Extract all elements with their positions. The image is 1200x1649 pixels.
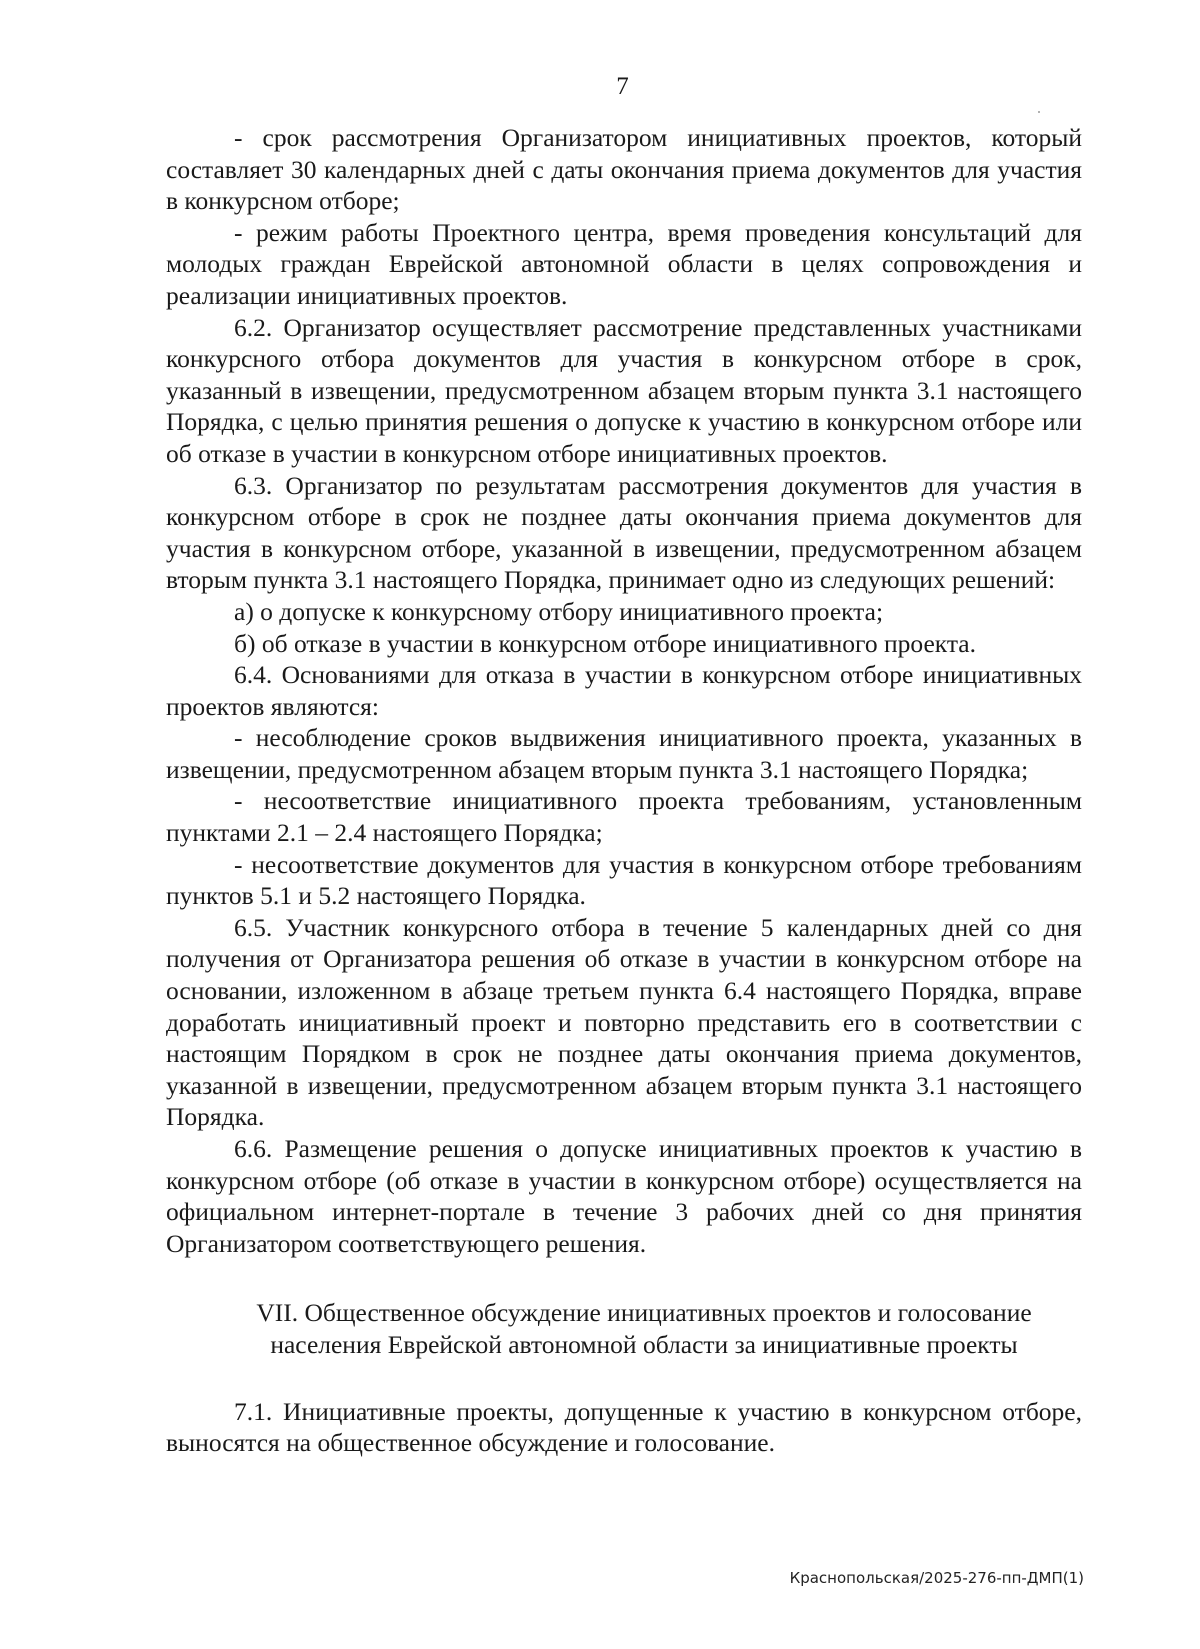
footer-document-code: Краснопольская/2025-276-пп-ДМП(1)	[789, 1569, 1084, 1587]
paragraph-6-5: 6.5. Участник конкурсного отбора в течение 5 календарных дней со дня получения от Организатора решения об отказе в участии в конкурсном отборе на основании, изложенном в абзаце третьем пункта 6.4 настоящего Порядка, вправе доработать инициативный проект и повторно представить его в соответствии с настоящим Порядком в срок не позднее даты окончания приема документов, указанной в извещении, предусмотренном абзацем вторым пункта 3.1 настоящего Порядка.	[166, 912, 1082, 1132]
paragraph-6-2: 6.2. Организатор осуществляет рассмотрение представленных участниками конкурсного отбора документов для участия в конкурсном отборе в срок, указанный в извещении, предусмотренном абзацем вторым пункта 3.1 настоящего Порядка, с целью принятия решения о допуске к участию в конкурсном отборе или об отказе в участии в конкурсном отборе инициативных проектов.	[166, 312, 1082, 468]
paragraph-review-period: - срок рассмотрения Организатором инициативных проектов, который составляет 30 календарных дней с даты окончания приема документов для участия в конкурсном отборе;	[166, 123, 1082, 216]
paragraph-6-4: 6.4. Основаниями для отказа в участии в конкурсном отборе инициативных проектов являются:	[166, 660, 1082, 721]
page-number: 7	[616, 73, 629, 100]
paragraph-ground-requirements: - несоответствие инициативного проекта требованиям, установленным пунктами 2.1 – 2.4 настоящего Порядка;	[166, 786, 1082, 848]
paragraph-ground-deadlines: - несоблюдение сроков выдвижения инициативного проекта, указанных в извещении, предусмотренном абзацем вторым пункта 3.1 настоящего Порядка;	[166, 723, 1082, 784]
section-heading-line-2: населения Еврейской автономной области за инициативные проекты	[270, 1329, 1018, 1359]
paragraph-6-3: 6.3. Организатор по результатам рассмотрения документов для участия в конкурсном отборе в срок не позднее даты окончания приема документов для участия в конкурсном отборе, указанной в извещении, предусмотренном абзацем вторым пункта 3.1 настоящего Порядка, принимает одно из следующих решений:	[166, 470, 1082, 595]
paragraph-decision-b: б) об отказе в участии в конкурсном отборе инициативного проекта.	[234, 628, 976, 658]
paragraph-ground-documents: - несоответствие документов для участия в конкурсном отборе требованиям пунктов 5.1 и 5.2 настоящего Порядка.	[166, 849, 1082, 911]
paragraph-6-6: 6.6. Размещение решения о допуске инициативных проектов к участию в конкурсном отборе (об отказе в участии в конкурсном отборе) осуществляется на официальном интернет-портале в течение 3 рабочих дней со дня принятия Организатором соответствующего решения.	[166, 1134, 1082, 1258]
section-heading-vii	[166, 1297, 1082, 1360]
paragraph-7-1: 7.1. Инициативные проекты, допущенные к участию в конкурсном отборе, выносятся на общественное обсуждение и голосование.	[166, 1396, 1082, 1458]
document-body	[166, 122, 1082, 1459]
section-heading-line-1: VII. Общественное обсуждение инициативных проектов и голосование	[256, 1298, 1032, 1328]
paragraph-decision-a: а) о допуске к конкурсному отбору инициативного проекта;	[234, 596, 884, 626]
paragraph-project-center-hours: - режим работы Проектного центра, время проведения консультаций для молодых граждан Еврейской автономной области в целях сопровождения и реализации инициативных проектов.	[166, 217, 1082, 310]
scan-speck	[1038, 111, 1040, 113]
